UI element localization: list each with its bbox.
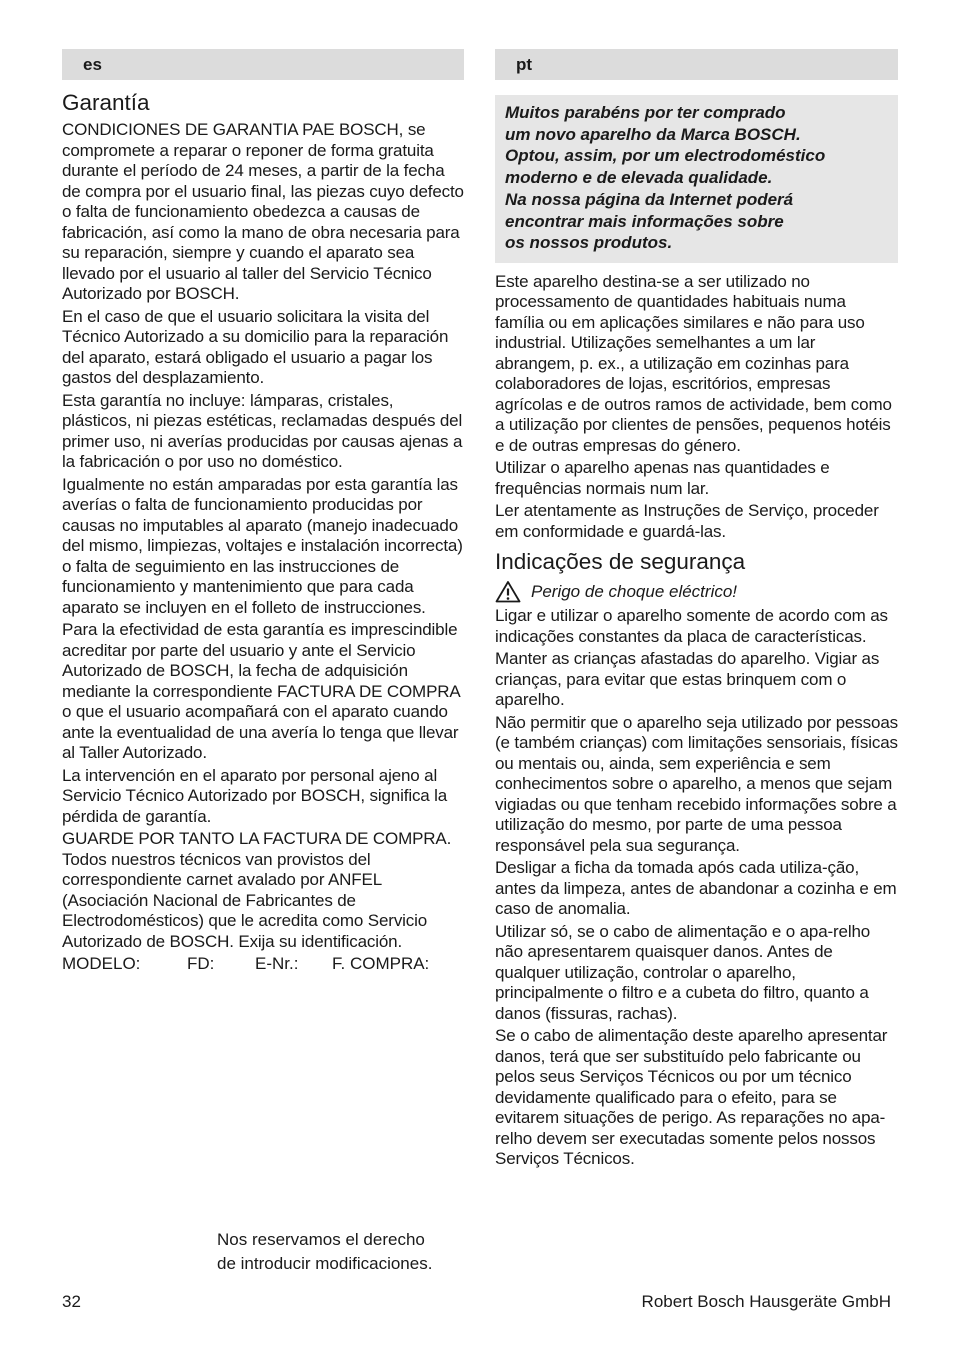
warranty-paragraph: GUARDE POR TANTO LA FACTURA DE COMPRA. Todos nuestros técnicos van provistos del correspondiente carnet avalado por ANFEL (Asociación Nacional de Fabricantes de Electrodomésticos) que le acredita como Servicio Autorizado de BOSCH. Exija su identificación. bbox=[62, 829, 452, 951]
modelo-label: MODELO: bbox=[62, 954, 141, 973]
intro-line: Muitos parabéns por ter comprado bbox=[505, 103, 786, 122]
purchase-fields bbox=[62, 954, 464, 975]
warranty-paragraph: Para la efectividad de esta garantía es imprescindible acreditar por parte del usuario y ante el Servicio Autorizado de BOSCH, la fecha de adquisición mediante la correspondiente FACTURA DE COMPRA o que el usuario acompañará con el aparato cuando ante la eventualidad de una avería lo tenga que llevar al Taller Autorizado. bbox=[62, 620, 460, 762]
usage-paragraph: Este aparelho destina-se a ser utilizado no processamento de quantidades habituais numa família ou em aplicações similares e não para uso industrial. Utilizações semelhantes a um lar abrangem, p. ex., a utilização em cozinhas para colaboradores de lojas, escritórios, empresas agrícolas e de outros ramos de actividade, bem como a utilização por clientes de pensões, pequenos hotéis e de outras empresas do género. bbox=[495, 271, 892, 455]
intro-line: Na nossa página da Internet poderá bbox=[505, 189, 794, 209]
fd-label: FD: bbox=[187, 954, 215, 973]
warranty-paragraph: CONDICIONES DE GARANTIA PAE BOSCH, se compromete a reparar o reponer de forma gratuita durante el período de 24 meses, a partir de la fecha de compra por el usuario final, las piezas cuyo defecto o falta de funcionamiento obedezca a causas de fabricación, así como la mano de obra necesaria para su reparación, siempre y cuando el aparato sea llevado por el usuario al taller del Servicio Técnico Autorizado por BOSCH. bbox=[62, 120, 464, 303]
intro-line: Optou, assim, por um electrodoméstico bbox=[505, 146, 826, 166]
usage-paragraph: Ler atentamente as Instruções de Serviço, proceder em conformidade e guardá-las. bbox=[495, 501, 879, 541]
warning-triangle-icon bbox=[495, 580, 521, 603]
warranty-title: Garantía bbox=[62, 90, 150, 115]
usage-paragraph: Utilizar o aparelho apenas nas quantidades e frequências normais num lar. bbox=[495, 458, 830, 498]
intro-line: um novo aparelho da Marca BOSCH. bbox=[505, 124, 801, 144]
warranty-paragraph: Esta garantía no incluye: lámparas, cristales, plásticos, ni piezas estéticas, reclamadas después del primer uso, ni averías producidas por causas ajenas a la fabricación o por uso no doméstico. bbox=[62, 390, 463, 471]
electric-shock-warning bbox=[495, 580, 898, 603]
intro-box bbox=[495, 95, 898, 263]
warranty-paragraph: Igualmente no están amparadas por esta garantía las averías o falta de funcionamiento producidas por causas no imputables al aparato (manejo inadecuado del mismo, limpiezas, voltajes e instalación incorrecta) o falta de seguimiento en las instrucciones de funcionamiento y mantenimiento que para cada aparato se incluyen en el folleto de instrucciones. bbox=[62, 474, 463, 617]
spanish-column bbox=[62, 49, 464, 975]
intro-line: encontrar mais informações sobre bbox=[505, 211, 784, 231]
purchase-date-label: F. COMPRA: bbox=[332, 954, 430, 973]
enr-label: E-Nr.: bbox=[255, 954, 299, 973]
portuguese-column bbox=[495, 49, 898, 1172]
usage-section bbox=[495, 272, 898, 543]
warning-text: Perigo de choque eléctrico! bbox=[531, 581, 738, 601]
safety-paragraph: Se o cabo de alimentação deste aparelho apresentar danos, terá que ser substituído pelo fabricante ou pelos seus Serviços Técnicos ou por um técnico devidamente qualificado para o efeito, para se evitarem situações de perigo. As reparações no apa-relho devem ser executadas somente pelos nossos Serviços Técnicos. bbox=[495, 1026, 888, 1169]
safety-paragraph: Não permitir que o aparelho seja utilizado por pessoas (e também crianças) com limitações sensoriais, físicas ou mentais ou, ainda, sem experiência e sem conhecimentos sobre o aparelho, a menos que sejam vigiadas ou que tenham recebido informações sobre a utilização do mesmo, por parte de uma pessoa responsável pela sua segurança. bbox=[495, 712, 898, 855]
reservation-note bbox=[217, 1228, 432, 1276]
intro-line: moderno e de elevada qualidade. bbox=[505, 168, 773, 188]
safety-title: Indicações de segurança bbox=[495, 549, 746, 575]
language-bar-es: es bbox=[62, 49, 464, 80]
warranty-paragraph: En el caso de que el usuario solicitara la visita del Técnico Autorizado a su domicilio para la reparación del aparato, estará obligado el usuario a pagar los gastos del desplazamiento. bbox=[62, 306, 449, 387]
safety-paragraph: Desligar a ficha da tomada após cada utiliza-ção, antes da limpeza, antes de abandonar a cozinha e em caso de anomalia. bbox=[495, 858, 897, 919]
reservation-line: Nos reservamos el derecho bbox=[217, 1230, 425, 1249]
language-bar-pt: pt bbox=[495, 49, 898, 80]
company-name: Robert Bosch Hausgeräte GmbH bbox=[641, 1292, 891, 1311]
safety-paragraph: Manter as crianças afastadas do aparelho. Vigiar as crianças, para evitar que estas brinquem com o aparelho. bbox=[495, 649, 880, 710]
intro-line: os nossos produtos. bbox=[505, 233, 673, 253]
safety-paragraph: Utilizar só, se o cabo de alimentação e o apa-relho não apresentarem quaisquer danos. Antes de qualquer utilização, controlar o aparelho, principalmente o filtro e a cubeta do filtro, quanto a danos (fissuras, rachas). bbox=[495, 921, 871, 1023]
reservation-line: de introducir modificaciones. bbox=[217, 1254, 433, 1273]
warranty-paragraph: La intervención en el aparato por personal ajeno al Servicio Técnico Autorizado por BOSCH, significa la pérdida de garantía. bbox=[62, 765, 448, 826]
safety-paragraph: Ligar e utilizar o aparelho somente de acordo com as indicações constantes da placa de características. bbox=[495, 606, 888, 646]
page-number: 32 bbox=[62, 1292, 81, 1311]
